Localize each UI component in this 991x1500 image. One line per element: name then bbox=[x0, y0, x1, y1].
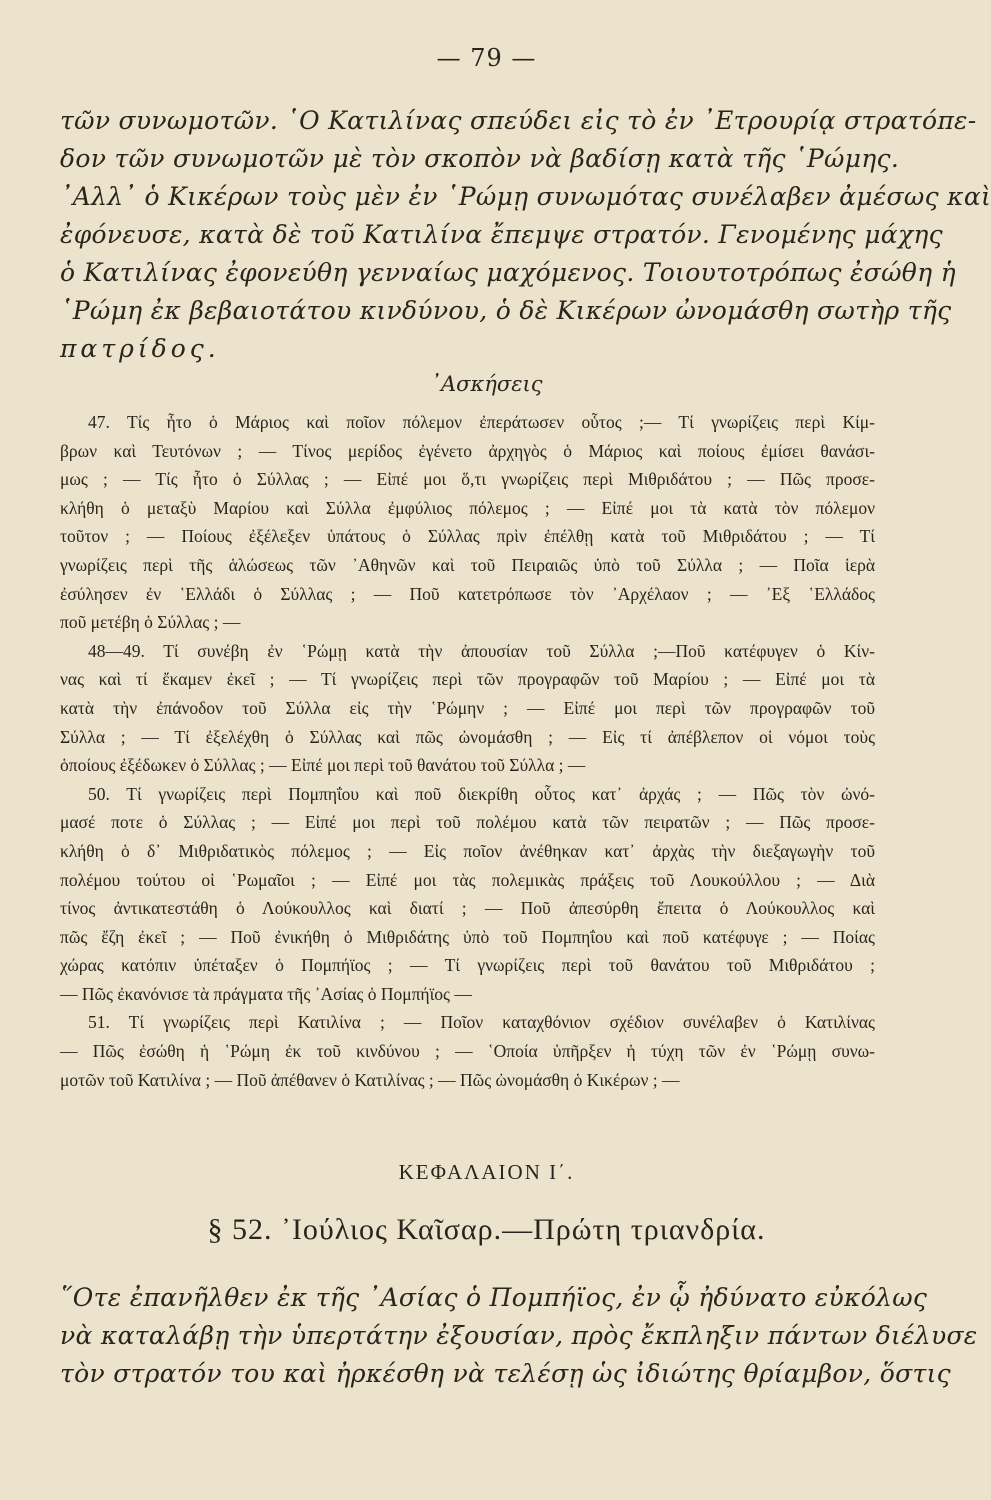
intro-line: τῶν συνωμοτῶν. ῾Ο Κατιλίνας σπεύδει εἰς τὸ ἐν ᾿Ετρουρίᾳ στρατόπε- bbox=[60, 106, 977, 135]
section-heading: § 52. ᾿Ιούλιος Καῖσαρ.—Πρώτη τριανδρία. bbox=[207, 1213, 766, 1246]
section-paragraph bbox=[60, 1279, 978, 1393]
exercise-line: 47. Τίς ἦτο ὁ Μάριος καὶ ποῖον πόλεμον ἐπεράτωσεν οὗτος ;— Τί γνωρίζεις περὶ Κίμ- bbox=[88, 412, 875, 432]
exercise-line: κατὰ τὴν ἐπάνοδον τοῦ Σύλλα εἰς τὴν ῾Ρώμην ; — Εἰπέ μοι περὶ τῶν προγραφῶν τοῦ bbox=[60, 697, 875, 718]
section-line: νὰ καταλάβῃ τὴν ὑπερτάτην ἐξουσίαν, πρὸς ἔκπληξιν πάντων διέλυσε bbox=[60, 1321, 978, 1350]
exercise-line: ὁποίους ἐξέδωκεν ὁ Σύλλας ; — Εἰπέ μοι περὶ τοῦ θανάτου τοῦ Σύλλα ; — bbox=[60, 755, 586, 776]
intro-line: πατρίδος. bbox=[60, 334, 220, 363]
exercise-line: Σύλλα ; — Τί ἐξελέχθη ὁ Σύλλας καὶ πῶς ὠνομάσθη ; — Εἰς τί ἀπέβλεπον οἱ νόμοι τοὺς bbox=[60, 726, 875, 747]
chapter-heading: ΚΕΦΑΛΑΙΟΝ Ι΄. bbox=[398, 1160, 575, 1184]
exercise-line: γνωρίζεις περὶ τῆς ἁλώσεως τῶν ᾿Αθηνῶν καὶ τοῦ Πειραιῶς ὑπὸ τοῦ Σύλλα ; — Ποῖα ἱερὰ bbox=[60, 554, 875, 575]
exercise-line: — Πῶς ἐσώθη ἡ ῾Ρώμη ἐκ τοῦ κινδύνου ; — ῾Οποία ὑπῆρξεν ἡ τύχη τῶν ἐν ῾Ρώμῃ συνω- bbox=[60, 1041, 875, 1062]
intro-line: ᾿Αλλ᾿ ὁ Κικέρων τοὺς μὲν ἐν ῾Ρώμῃ συνωμότας συνέλαβεν ἀμέσως καὶ bbox=[60, 182, 991, 211]
intro-paragraph bbox=[60, 102, 991, 368]
exercise-line: χώρας κατόπιν ὑπέταξεν ὁ Πομπήϊος ; — Τί γνωρίζεις περὶ τοῦ θανάτου τοῦ Μιθριδάτου ; bbox=[60, 955, 875, 976]
exercise-line: νας καὶ τί ἔκαμεν ἐκεῖ ; — Τί γνωρίζεις περὶ τῶν προγραφῶν τοῦ Μαρίου ; — Εἰπέ μοι τὰ bbox=[60, 669, 875, 690]
exercise-line: πῶς ἔζη ἐκεῖ ; — Ποῦ ἐνικήθη ὁ Μιθριδάτης ὑπὸ τοῦ Πομπηΐου καὶ ποῦ κατέφυγε ; — Ποίας bbox=[60, 926, 875, 947]
page-number: — 79 — bbox=[436, 44, 537, 72]
exercise-line: κλήθη ὁ μεταξὺ Μαρίου καὶ Σύλλα ἐμφύλιος πόλεμος ; — Εἰπέ μοι τὰ κατὰ τὸν πόλεμον bbox=[60, 497, 875, 518]
exercise-line: μασέ ποτε ὁ Σύλλας ; — Εἰπέ μοι περὶ τοῦ πολέμου κατὰ τῶν πειρατῶν ; — Πῶς προσε- bbox=[60, 812, 875, 833]
exercise-line: πολέμου τούτου οἱ ῾Ρωμαῖοι ; — Εἰπέ μοι τὰς πολεμικὰς πράξεις τοῦ Λουκούλλου ; — Διὰ bbox=[60, 869, 875, 890]
exercises-title: ᾿Ασκήσεις bbox=[430, 372, 543, 396]
exercise-line: ἐσύλησεν ἐν ῾Ελλάδι ὁ Σύλλας ; — Ποῦ κατετρόπωσε τὸν ᾿Αρχέλαον ; — ᾿Εξ ῾Ελλάδος bbox=[60, 583, 875, 604]
section-line: τὸν στρατόν του καὶ ἠρκέσθη νὰ τελέσῃ ὡς ἰδιώτης θρίαμβον, ὅστις bbox=[60, 1359, 951, 1388]
exercise-line: 50. Τί γνωρίζεις περὶ Πομπηΐου καὶ ποῦ διεκρίθη οὗτος κατ᾿ ἀρχάς ; — Πῶς τὸν ὠνό- bbox=[88, 783, 875, 804]
intro-line: ῾Ρώμη ἐκ βεβαιοτάτου κινδύνου, ὁ δὲ Κικέρων ὠνομάσθη σωτὴρ τῆς bbox=[60, 296, 952, 325]
exercise-line: μως ; — Τίς ἦτο ὁ Σύλλας ; — Εἰπέ μοι ὅ,τι γνωρίζεις περὶ Μιθριδάτου ; — Πῶς προσε- bbox=[60, 469, 875, 490]
exercise-line: ποῦ μετέβη ὁ Σύλλας ; — bbox=[60, 612, 241, 633]
section-line: ῞Οτε ἐπανῆλθεν ἐκ τῆς ᾿Ασίας ὁ Πομπήϊος, ἐν ᾧ ἠδύνατο εὐκόλως bbox=[60, 1283, 928, 1312]
exercise-line: τίνος ἀντικατεστάθη ὁ Λούκουλλος καὶ διατί ; — Ποῦ ἀπεσύρθη ἔπειτα ὁ Λούκουλλος καὶ bbox=[60, 898, 875, 919]
intro-line: ἐφόνευσε, κατὰ δὲ τοῦ Κατιλίνα ἔπεμψε στρατόν. Γενομένης μάχης bbox=[60, 220, 943, 249]
exercise-line: 51. Τί γνωρίζεις περὶ Κατιλίνα ; — Ποῖον καταχθόνιον σχέδιον συνέλαβεν ὁ Κατιλίνας bbox=[88, 1012, 875, 1033]
exercise-line: — Πῶς ἐκανόνισε τὰ πράγματα τῆς ᾿Ασίας ὁ Πομπήϊος — bbox=[60, 983, 472, 1004]
exercise-line: βρων καὶ Τευτόνων ; — Τίνος μερίδος ἐγένετο ἀρχηγὸς ὁ Μάριος καὶ ποίους ἐμίσει θανάσι- bbox=[60, 440, 875, 461]
exercises-block bbox=[60, 408, 875, 1094]
exercise-line: 48—49. Τί συνέβη ἐν ῾Ρώμῃ κατὰ τὴν ἀπουσίαν τοῦ Σύλλα ;—Ποῦ κατέφυγεν ὁ Κίν- bbox=[88, 640, 875, 661]
exercise-line: μοτῶν τοῦ Κατιλίνα ; — Ποῦ ἀπέθανεν ὁ Κατιλίνας ; — Πῶς ὠνομάσθη ὁ Κικέρων ; — bbox=[60, 1069, 680, 1090]
intro-line: δον τῶν συνωμοτῶν μὲ τὸν σκοπὸν νὰ βαδίσῃ κατὰ τῆς ῾Ρώμης. bbox=[60, 144, 900, 173]
exercise-line: τοῦτον ; — Ποίους ἐξέλεξεν ὑπάτους ὁ Σύλλας πρὶν ἐπέλθῃ κατὰ τοῦ Μιθριδάτου ; — Τί bbox=[60, 526, 875, 547]
exercise-line: κλήθη ὁ δ᾿ Μιθριδατικὸς πόλεμος ; — Εἰς ποῖον ἀνέθηκαν κατ᾿ ἀρχὰς τὴν διεξαγωγὴν τοῦ bbox=[60, 840, 875, 861]
intro-line: ὁ Κατιλίνας ἐφονεύθη γενναίως μαχόμενος. Τοιουτοτρόπως ἐσώθη ἡ bbox=[60, 258, 956, 287]
